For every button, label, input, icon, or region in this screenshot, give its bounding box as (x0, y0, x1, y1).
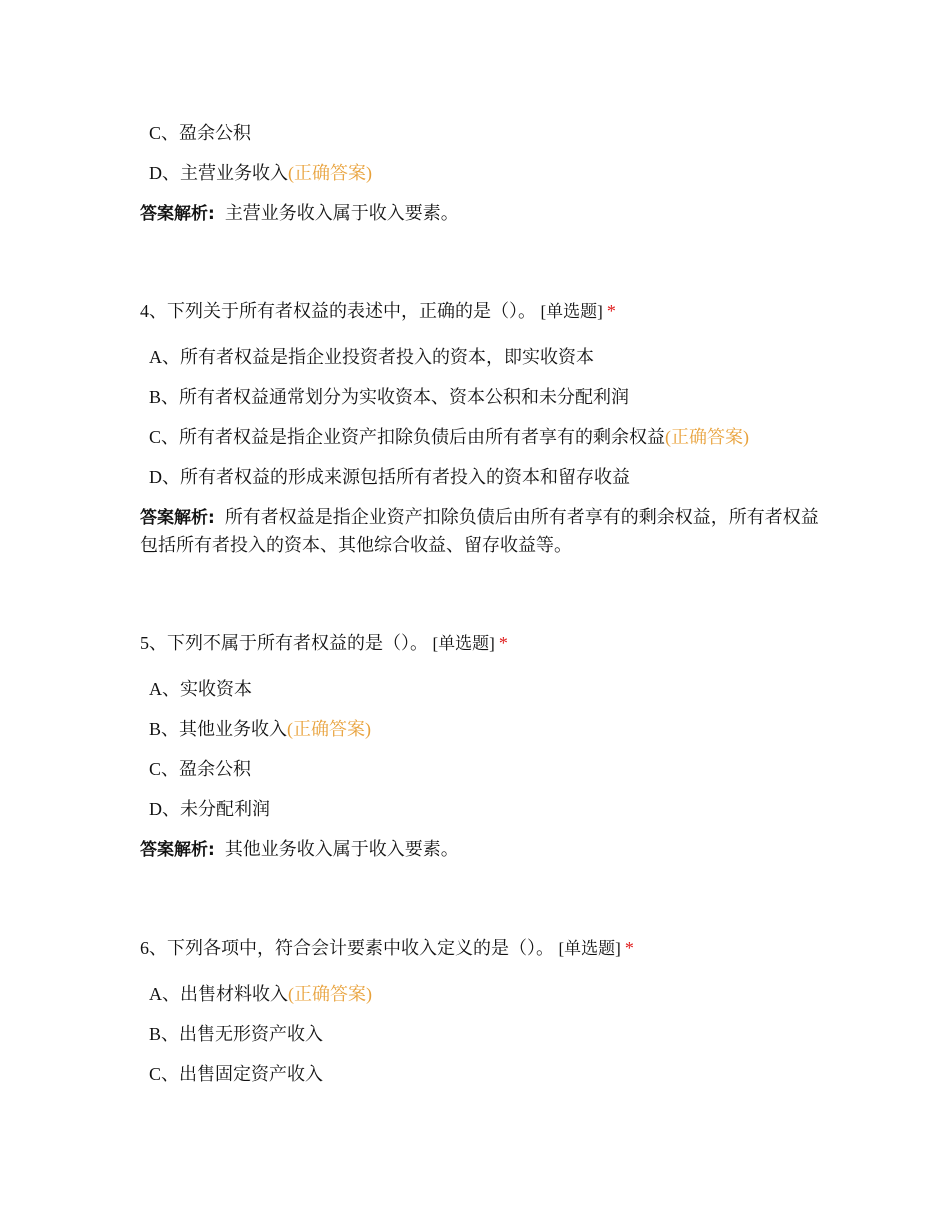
question-type: [单选题] (540, 302, 603, 321)
answer-analysis (140, 836, 820, 864)
correct-answer-mark: (正确答案) (288, 984, 372, 1004)
option-label: B、出售无形资产收入 (149, 1024, 324, 1044)
option-c (149, 120, 820, 160)
option-b (149, 1021, 820, 1061)
analysis-label: 答案解析: (140, 204, 215, 224)
question-text: 6、下列各项中，符合会计要素中收入定义的是（）。 (140, 938, 554, 958)
option-label: B、其他业务收入 (149, 719, 288, 739)
question-3-block (140, 120, 820, 228)
option-c (149, 1061, 820, 1101)
option-label: C、盈余公积 (149, 123, 252, 143)
option-label: C、盈余公积 (149, 759, 252, 779)
option-a (149, 676, 820, 716)
option-label: A、出售材料收入 (149, 984, 288, 1004)
required-mark: * (498, 633, 508, 653)
answer-analysis (140, 200, 820, 228)
option-d (149, 464, 820, 504)
question-5-block (140, 630, 820, 864)
question-title (140, 630, 820, 657)
answer-analysis (140, 504, 820, 559)
question-type: [单选题] (558, 939, 621, 958)
option-label: A、实收资本 (149, 679, 252, 699)
correct-answer-mark: (正确答案) (665, 427, 750, 447)
analysis-text: 其他业务收入属于收入要素。 (224, 839, 459, 859)
correct-answer-mark: (正确答案) (287, 719, 372, 739)
question-text: 5、下列不属于所有者权益的是（）。 (140, 633, 428, 653)
option-d (149, 796, 820, 836)
question-title (140, 298, 820, 325)
question-text: 4、下列关于所有者权益的表述中，正确的是（）。 (140, 301, 536, 321)
option-label: D、未分配利润 (149, 799, 270, 819)
option-c (149, 756, 820, 796)
option-a (149, 981, 820, 1021)
option-d (149, 160, 820, 200)
question-type: [单选题] (432, 634, 495, 653)
option-label: C、所有者权益是指企业资产扣除负债后由所有者享有的剩余权益 (149, 427, 666, 447)
option-label: C、出售固定资产收入 (149, 1064, 324, 1084)
quiz-document (140, 120, 820, 1101)
option-label: A、所有者权益是指企业投资者投入的资本，即实收资本 (149, 347, 594, 367)
analysis-text: 主营业务收入属于收入要素。 (224, 203, 459, 223)
option-b (149, 384, 820, 424)
required-mark: * (624, 938, 634, 958)
analysis-label: 答案解析: (140, 508, 215, 528)
required-mark: * (606, 301, 616, 321)
option-b (149, 716, 820, 756)
question-4-block (140, 298, 820, 559)
analysis-text: 所有者权益是指企业资产扣除负债后由所有者享有的剩余权益，所有者权益包括所有者投入的资本、其他综合收益、留存收益等。 (140, 507, 819, 555)
analysis-label: 答案解析: (140, 840, 215, 860)
option-label: D、所有者权益的形成来源包括所有者投入的资本和留存收益 (149, 467, 630, 487)
option-c (149, 424, 820, 464)
option-a (149, 344, 820, 384)
question-6-block (140, 935, 820, 1101)
question-title (140, 935, 820, 962)
correct-answer-mark: (正确答案) (288, 163, 372, 183)
option-label: D、主营业务收入 (149, 163, 288, 183)
option-label: B、所有者权益通常划分为实收资本、资本公积和未分配利润 (149, 387, 630, 407)
